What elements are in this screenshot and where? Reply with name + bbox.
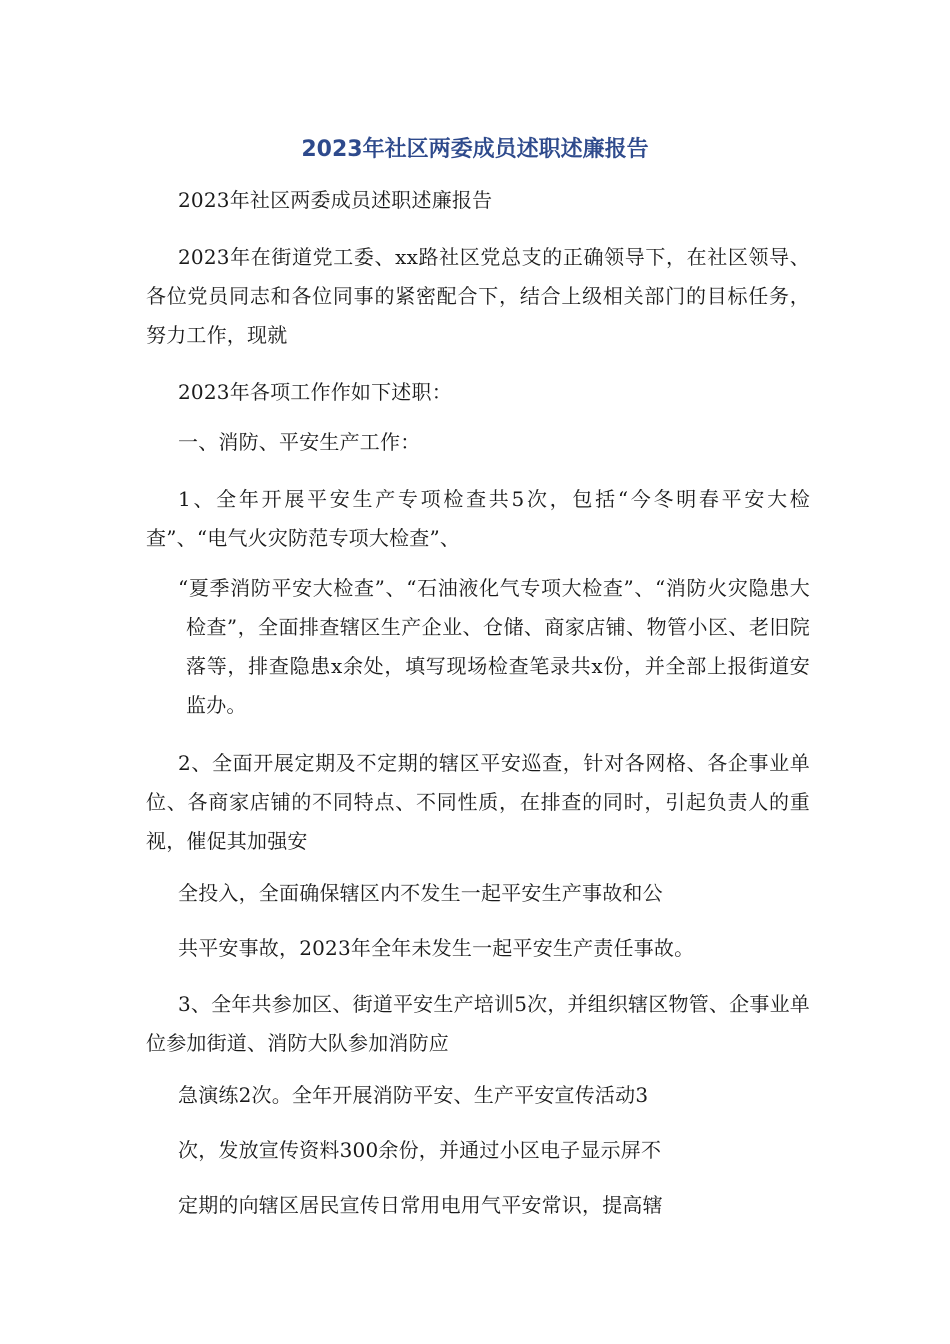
paragraph-intro-cont: 2023年各项工作作如下述职： [178,380,452,404]
paragraph-subtitle: 2023年社区两委成员述职述廉报告 [178,188,493,212]
paragraph-item-3-cont-1: 急演练2次。全年开展消防平安、生产平安宣传活动3 [178,1083,649,1107]
paragraph-item-2-cont-2: 共平安事故，2023年全年未发生一起平安生产责任事故。 [178,936,695,960]
paragraph-item-3-cont-2: 次，发放宣传资料300余份，并通过小区电子显示屏不 [178,1138,662,1162]
paragraph-item-2-cont-1: 全投入，全面确保辖区内不发生一起平安生产事故和公 [178,881,663,905]
paragraph-item-3: 3、全年共参加区、街道平安生产培训5次，并组织辖区物管、企事业单位参加街道、消防大队参加消防应 [146,992,810,1055]
paragraph-intro: 2023年在街道党工委、xx路社区党总支的正确领导下，在社区领导、各位党员同志和各位同事的紧密配合下，结合上级相关部门的目标任务，努力工作，现就 [146,245,810,347]
document-title: 2023年社区两委成员述职述廉报告 [301,137,649,162]
paragraph-item-2: 2、全面开展定期及不定期的辖区平安巡查，针对各网格、各企事业单位、各商家店铺的不同特点、不同性质，在排查的同时，引起负责人的重视，催促其加强安 [146,751,810,853]
paragraph-item-3-cont-3: 定期的向辖区居民宣传日常用电用气平安常识，提高辖 [178,1193,663,1217]
paragraph-item-1-cont: “夏季消防平安大检查”、“石油液化气专项大检查”、“消防火灾隐患大检查”，全面排查辖区生产企业、仓储、商家店铺、物管小区、老旧院落等，排查隐患x余处，填写现场检查笔录共x份，并全部上报街道安监办。 [178,576,810,717]
paragraph-section-heading: 一、消防、平安生产工作： [178,430,421,454]
paragraph-item-1: 1、全年开展平安生产专项检查共5次，包括“今冬明春平安大检查”、“电气火灾防范专项大检查”、 [146,487,810,550]
